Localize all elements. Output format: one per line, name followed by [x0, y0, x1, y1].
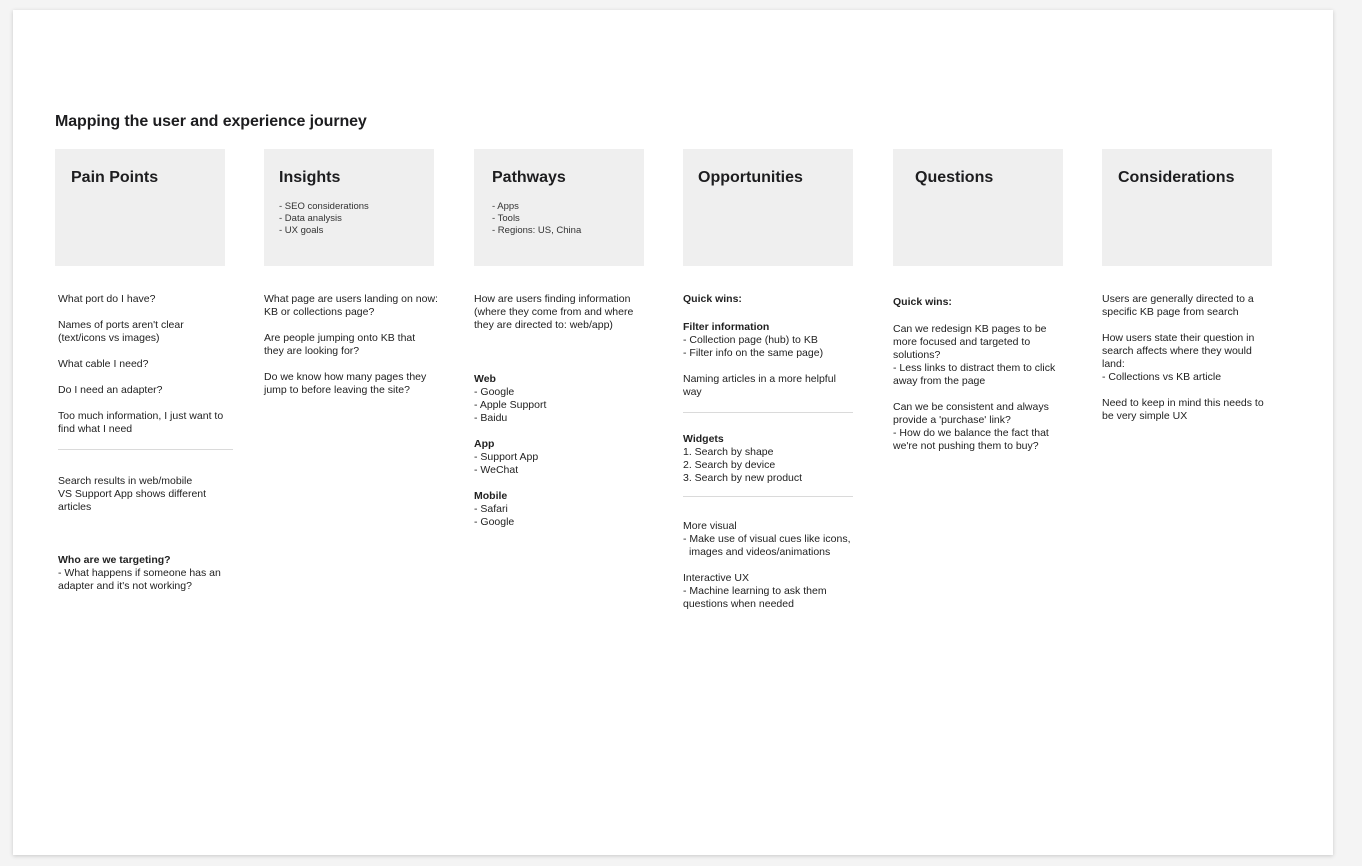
card-title: Opportunities	[698, 169, 803, 186]
column-opportunities: Quick wins: Filter information - Collection page (hub) to KB - Filter info on the same page) Naming articles in a more helpful way Widgets 1. Search by shape 2. Search by device 3. Search by new product More visual - Make use of visual cues like icons, images and videos/animations Interactive UX - Machine learning to ask them questions when needed	[683, 293, 853, 624]
card-title: Pain Points	[71, 169, 159, 186]
divider	[683, 412, 853, 413]
card-questions[interactable]	[893, 149, 1063, 266]
card-subtext: - SEO considerations - Data analysis - UX goals	[279, 201, 369, 236]
card-insights[interactable]	[264, 149, 434, 266]
card-title: Considerations	[1118, 169, 1235, 186]
divider	[58, 449, 233, 450]
card-title: Questions	[915, 169, 994, 186]
column-questions: Quick wins: Can we redesign KB pages to be more focused and targeted to solutions? - Less links to distract them to click away from the page Can we be consistent and always provide a 'purchase' link? - How do we balance the fact that we're not pushing them to buy?	[893, 296, 1056, 452]
column-insights: What page are users landing on now: KB or collections page? Are people jumping onto KB that they are looking for? Do we know how many pages they jump to before leaving the site?	[264, 293, 438, 396]
card-pain-points[interactable]	[55, 149, 225, 266]
card-subtext: - Apps - Tools - Regions: US, China	[492, 201, 582, 236]
card-title: Insights	[279, 169, 341, 186]
column-pathways: How are users finding information (where they come from and where they are directed to: web/app) Web - Google - Apple Support - Baidu App - Support App - WeChat Mobile - Safari - Google	[474, 293, 634, 528]
canvas-board	[13, 10, 1333, 855]
card-opportunities[interactable]	[683, 149, 853, 266]
card-considerations[interactable]	[1102, 149, 1272, 266]
card-pathways[interactable]	[474, 149, 644, 266]
divider	[683, 496, 853, 497]
column-pain-points: What port do I have? Names of ports aren't clear (text/icons vs images) What cable I need? Do I need an adapter? Too much information, I just want to find what I need Search results in web/mobile VS Support App shows different articles Who are we targeting? - What happens if someone has an adapter and it's not working?	[58, 293, 233, 606]
card-title: Pathways	[492, 169, 566, 186]
column-considerations: Users are generally directed to a specific KB page from search How users state their question in search affects where they would land: - Collections vs KB article Need to keep in mind this needs to be very simple UX	[1102, 293, 1264, 422]
page-title: Mapping the user and experience journey	[55, 113, 367, 130]
